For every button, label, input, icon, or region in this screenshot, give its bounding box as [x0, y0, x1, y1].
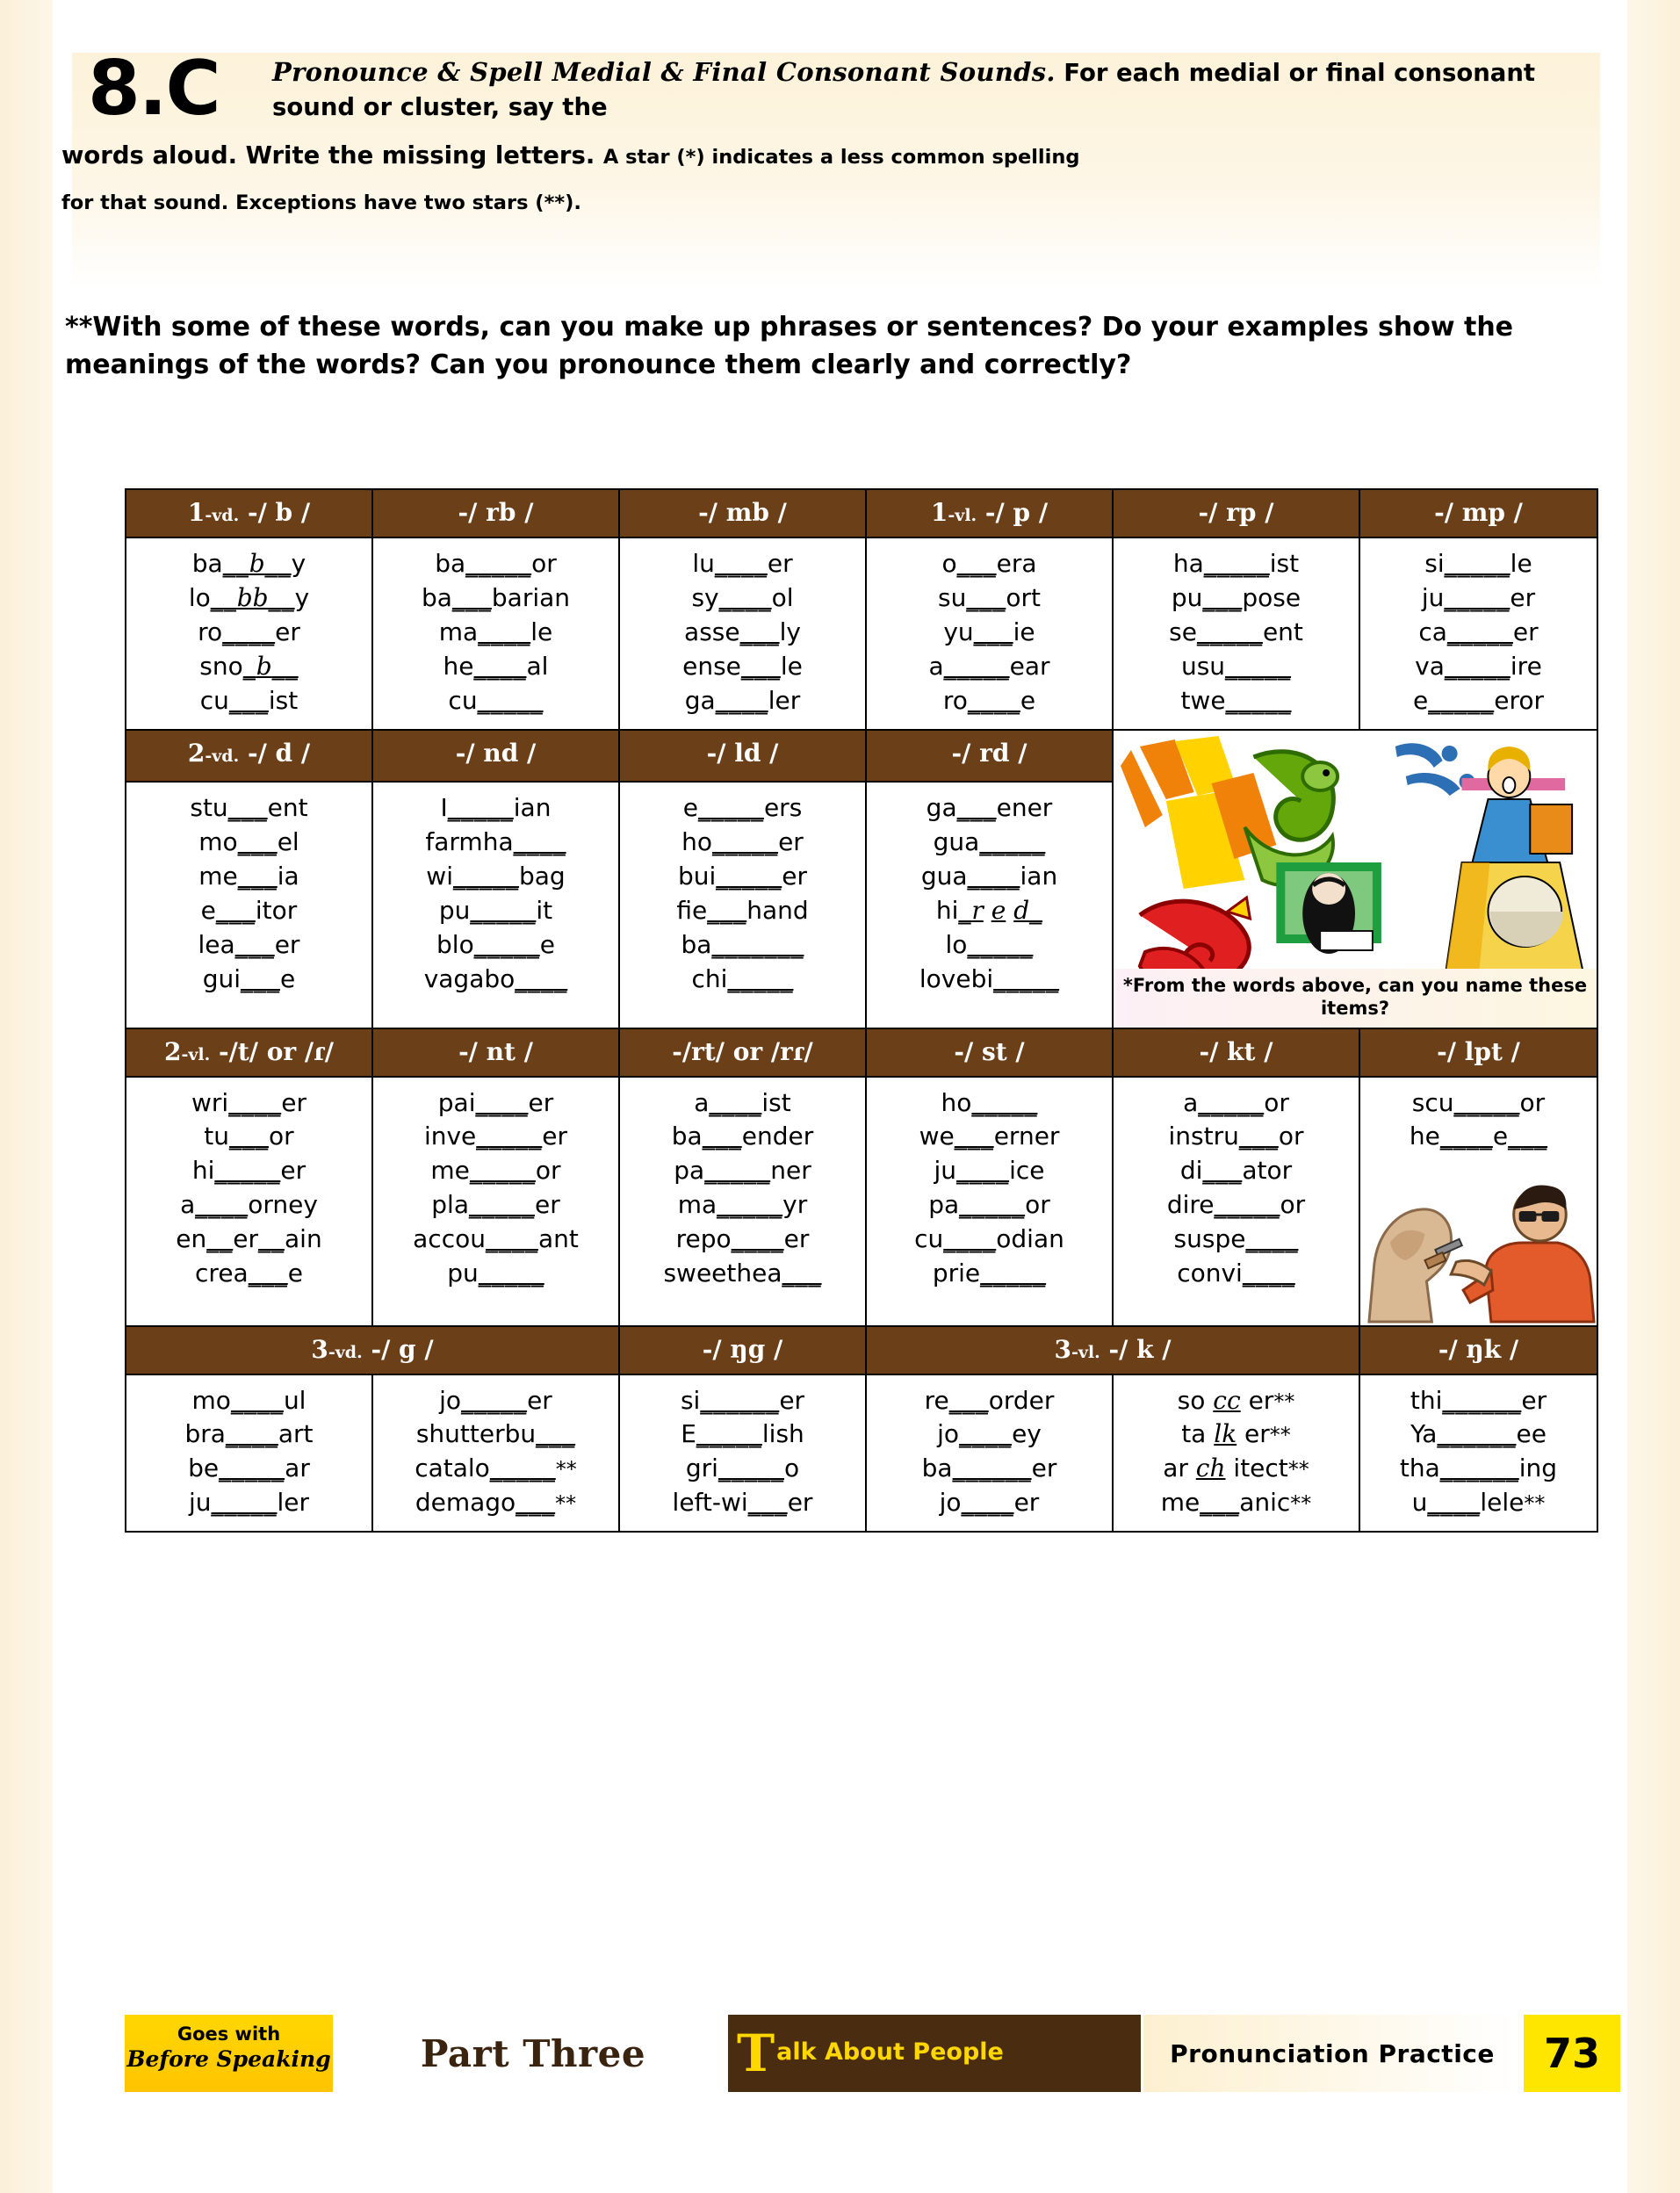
table-header-row-3 [126, 1028, 1597, 1077]
table-word-row-4 [126, 1374, 1597, 1533]
header-cell-t: 2-vl. -/t/ or /ɾ/ [126, 1028, 372, 1077]
talk-about-people-banner [728, 2015, 1141, 2092]
header-cell-ng: -/ ŋg / [619, 1326, 866, 1374]
clipart-illustration-2 [1360, 1158, 1597, 1325]
header-cell-d: 2-vd. -/ d / [126, 730, 372, 783]
header-cell-mp: -/ mp / [1359, 489, 1597, 537]
left-margin [0, 0, 53, 2193]
word-cell-rp[interactable]: ha_____ist pu___pose se_____ent usu_____ twe_____ [1113, 537, 1359, 730]
section-number: 8.C [88, 45, 220, 133]
header-title-smallcaps: Pronounce & Spell Medial & Final Consonant Sounds. [272, 57, 1056, 87]
table-header-row-4 [126, 1326, 1597, 1374]
word-cell-g-1[interactable]: mo____ul bra____art be_____ar ju_____ler [126, 1374, 372, 1533]
header-cell-kt: -/ kt / [1113, 1028, 1359, 1077]
header-cell-lpt: -/ lpt / [1359, 1028, 1597, 1077]
header-line2 [61, 139, 1607, 173]
word-cell-nk[interactable]: thi______er Ya______ee tha______ing u____lele** [1359, 1374, 1597, 1533]
header-cell-st: -/ st / [866, 1028, 1113, 1077]
page-number: 73 [1524, 2015, 1620, 2092]
header-cell-rt: -/rt/ or /rɾ/ [619, 1028, 866, 1077]
header-cell-nd: -/ nd / [372, 730, 619, 783]
word-cell-d[interactable]: stu___ent mo___el me___ia e___itor lea___er gui___e [126, 782, 372, 1028]
practice-table [125, 488, 1598, 1533]
table-header-row-1 [126, 489, 1597, 537]
header-cell-p: 1-vl. -/ p / [866, 489, 1113, 537]
clipart-caption-1: *From the words above, can you name these items? [1114, 969, 1597, 1028]
word-cell-t[interactable]: wri____er tu___or hi_____er a____orney en__er__ain crea___e [126, 1077, 372, 1326]
word-cell-ld[interactable]: e_____ers ho_____er bui_____er fie___hand ba_______ chi_____ [619, 782, 866, 1028]
header-cell-b: 1-vd. -/ b / [126, 489, 372, 537]
header-cell-ld: -/ ld / [619, 730, 866, 783]
goes-with-line1: Goes with [177, 2023, 281, 2045]
word-cell-rb[interactable]: ba_____or ba___barian ma____le he____al cu_____ [372, 537, 619, 730]
goes-with-badge [125, 2015, 333, 2092]
word-cell-k-1[interactable]: re___order jo____ey ba______er jo____er [866, 1374, 1113, 1533]
header-cell-rp: -/ rp / [1113, 489, 1359, 537]
word-cell-st[interactable]: ho_____ we___erner ju____ice pa_____or cu____odian prie_____ [866, 1077, 1113, 1326]
word-cell-mb[interactable]: lu____er sy____ol asse___ly ense___le ga____ler [619, 537, 866, 730]
header-line2-bold: words aloud. Write the missing letters. [61, 141, 595, 170]
pronunciation-practice-label: Pronunciation Practice [1143, 2015, 1521, 2092]
header-cell-nk: -/ ŋk / [1359, 1326, 1597, 1374]
word-cell-rt[interactable]: a____ist ba___ender pa_____ner ma_____yr repo____er sweethea___ [619, 1077, 866, 1326]
word-cell-rd[interactable]: ga___ener gua_____ gua____ian hi_r e d_ lo_____ lovebi_____ [866, 782, 1113, 1028]
clipart-cell-1 [1113, 730, 1597, 1028]
header-title-rest: For each medial or final consonant sound or cluster, say the [272, 59, 1536, 122]
page-footer [125, 2011, 1600, 2095]
header-cell-g: 3-vd. -/ g / [126, 1326, 619, 1374]
talk-big-letter: T [737, 2023, 775, 2083]
header-cell-nt: -/ nt / [372, 1028, 619, 1077]
word-cell-k-2[interactable]: so cc er** ta lk er** ar ch itect** me___anic** [1113, 1374, 1359, 1533]
practice-prompt: **With some of these words, can you make up phrases or sentences? Do your examples show the meanings of the words? Can you pronounce them clearly and correctly? [65, 312, 1514, 380]
header-cell-mb: -/ mb / [619, 489, 866, 537]
word-cell-mp[interactable]: si_____le ju_____er ca_____er va_____ire e_____eror [1359, 537, 1597, 730]
word-cell-g-2[interactable]: jo_____er shutterbu___ catalo_____** demago___** [372, 1374, 619, 1533]
talk-rest-label: alk About People [776, 2038, 1004, 2066]
header-cell-rd: -/ rd / [866, 730, 1113, 783]
word-cell-b[interactable]: ba__b__y lo__bb__y ro____er sno_b__ cu___ist [126, 537, 372, 730]
table-word-row-1 [126, 537, 1597, 730]
table-word-row-3 [126, 1077, 1597, 1326]
word-cell-ng[interactable]: si______er E_____lish gri_____o left-wi___er [619, 1374, 866, 1533]
table-header-row-2 [126, 730, 1597, 783]
header-cell-k: 3-vl. -/ k / [866, 1326, 1359, 1374]
word-cell-lpt[interactable]: scu_____or he____e___ [1359, 1077, 1597, 1326]
header-line3: for that sound. Exceptions have two stars (**). [61, 191, 581, 214]
right-margin [1627, 0, 1680, 2193]
goes-with-line2: Before Speaking [126, 2046, 331, 2072]
header-title [272, 54, 1590, 125]
part-label: Part Three [340, 2015, 726, 2092]
word-cell-nt[interactable]: pai____er inve_____er me_____or pla_____er accou____ant pu_____ [372, 1077, 619, 1326]
header-cell-rb: -/ rb / [372, 489, 619, 537]
word-cell-p[interactable]: o___era su___ort yu___ie a_____ear ro____e [866, 537, 1113, 730]
header-line2-fine: A star (*) indicates a less common spelling [602, 146, 1080, 169]
word-cell-nd[interactable]: I_____ian farmha____ wi_____bag pu_____it blo_____e vagabo____ [372, 782, 619, 1028]
word-cell-kt[interactable]: a_____or instru___or di___ator dire_____or suspe____ convi____ [1113, 1077, 1359, 1326]
